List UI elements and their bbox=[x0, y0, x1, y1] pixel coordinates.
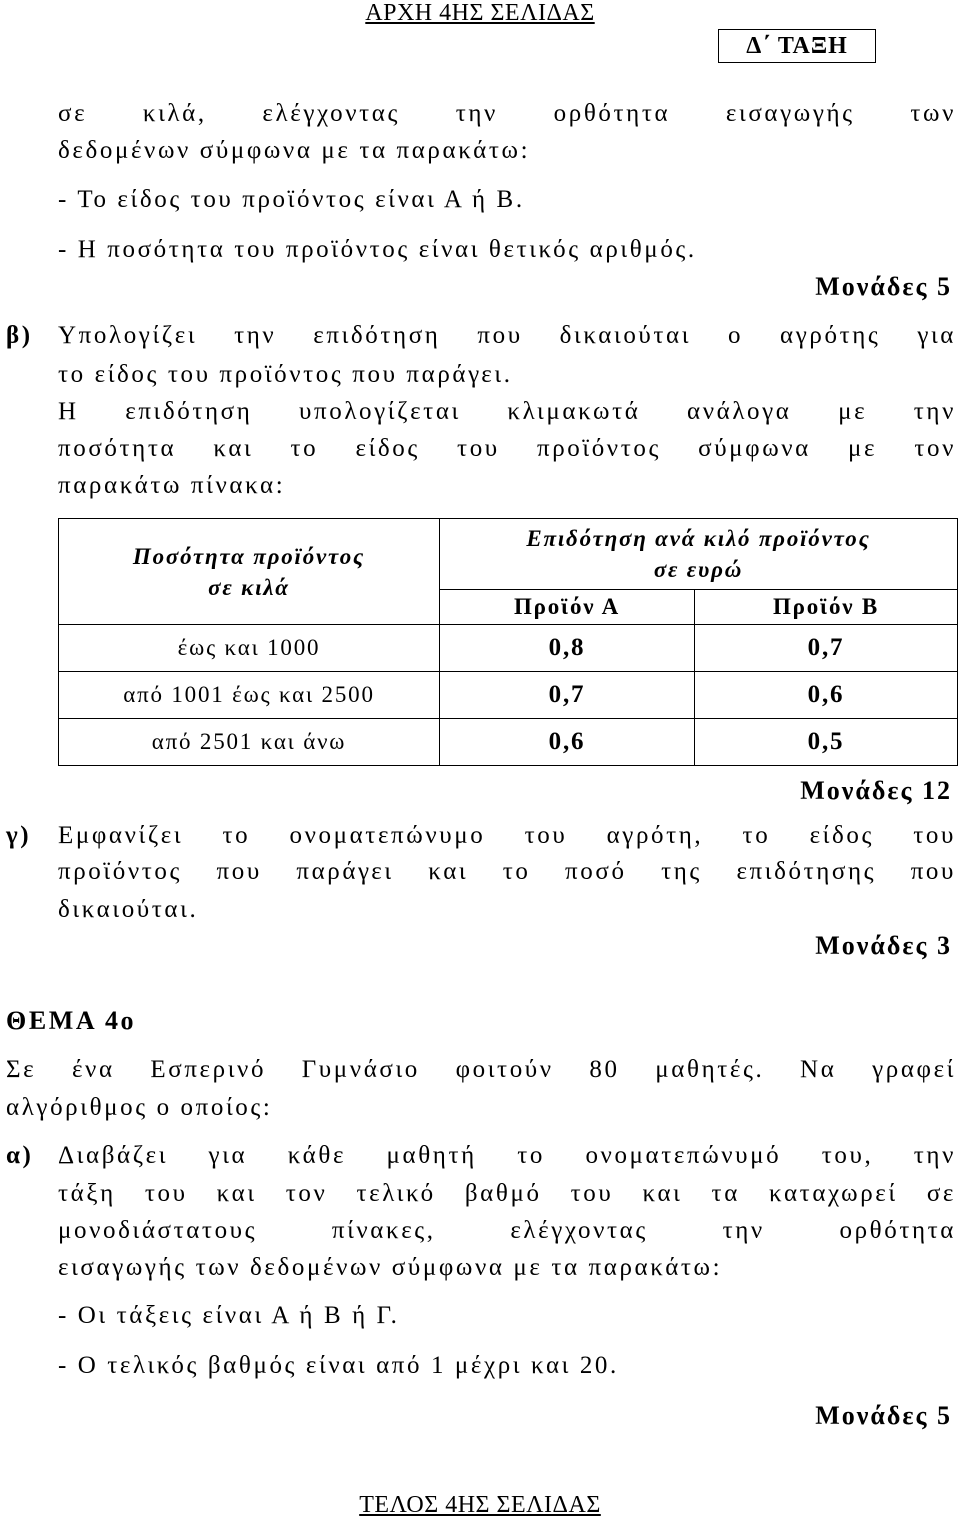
product-b-header: Προϊόν Β bbox=[695, 590, 958, 625]
product-b-value: 0,6 bbox=[695, 672, 958, 719]
section-c-line-3: δικαιούται. bbox=[58, 896, 199, 923]
topic-4-a-label: α) bbox=[6, 1142, 34, 1169]
section-b-line-3: Η επιδότηση υπολογίζεται κλιμακωτά ανάλογα με την bbox=[58, 398, 956, 425]
topic-4-intro-line-2: αλγόριθμος ο οποίος: bbox=[6, 1094, 273, 1121]
quantity-header bbox=[59, 519, 440, 625]
subsidy-header-line-1: Επιδότηση ανά κιλό προϊόντος bbox=[526, 526, 871, 551]
topic-4-a-line-1: Διαβάζει για κάθε μαθητή το ονοματεπώνυμό του, την bbox=[58, 1142, 956, 1169]
topic-4-title: ΘΕΜΑ 4ο bbox=[6, 1006, 137, 1035]
quantity-header-line-2: σε κιλά bbox=[208, 574, 290, 600]
range-cell: από 2501 και άνω bbox=[59, 719, 440, 766]
intro-bullet-1: - Το είδος του προϊόντος είναι Α ή Β. bbox=[58, 186, 525, 213]
range-cell: έως και 1000 bbox=[59, 625, 440, 672]
product-b-value: 0,5 bbox=[695, 719, 958, 766]
page-footer: ΤΕΛΟΣ 4ΗΣ ΣΕΛΙΔΑΣ bbox=[359, 1492, 601, 1518]
product-a-header: Προϊόν Α bbox=[440, 590, 695, 625]
section-c-label: γ) bbox=[6, 822, 32, 849]
section-b-line-1: Υπολογίζει την επιδότηση που δικαιούται ο αγρότης για bbox=[58, 322, 956, 349]
class-label-box: Δ΄ ΤΑΞΗ bbox=[718, 29, 876, 63]
quantity-header-line-1: Ποσότητα προϊόντος bbox=[132, 543, 366, 569]
topic-4-a-line-3: μονοδιάστατους πίνακες, ελέγχοντας την ορθότητα bbox=[58, 1217, 956, 1244]
marks-12: Μονάδες 12 bbox=[800, 776, 952, 805]
topic-4-bullet-1: - Οι τάξεις είναι Α ή Β ή Γ. bbox=[58, 1302, 400, 1329]
table-row bbox=[59, 672, 958, 719]
marks-3: Μονάδες 3 bbox=[815, 931, 952, 960]
section-b-line-4: ποσότητα και το είδος του προϊόντος σύμφωνα με τον bbox=[58, 435, 956, 462]
marks-5-a: Μονάδες 5 bbox=[815, 272, 952, 301]
table-row bbox=[59, 625, 958, 672]
intro-bullet-2: - Η ποσότητα του προϊόντος είναι θετικός αριθμός. bbox=[58, 236, 697, 263]
intro-line-1: σε κιλά, ελέγχοντας την ορθότητα εισαγωγής των bbox=[58, 100, 956, 127]
product-b-value: 0,7 bbox=[695, 625, 958, 672]
section-b-line-5: παρακάτω πίνακα: bbox=[58, 472, 286, 499]
product-a-value: 0,8 bbox=[440, 625, 695, 672]
section-c-line-2: προϊόντος που παράγει και το ποσό της επιδότησης που bbox=[58, 858, 956, 885]
topic-4-a-line-2: τάξη του και τον τελικό βαθμό του και τα καταχωρεί σε bbox=[58, 1180, 956, 1207]
page-header: ΑΡΧΗ 4ΗΣ ΣΕΛΙΔΑΣ bbox=[365, 0, 595, 26]
intro-line-2: δεδομένων σύμφωνα με τα παρακάτω: bbox=[58, 137, 531, 164]
topic-4-bullet-2: - Ο τελικός βαθμός είναι από 1 μέχρι και 20. bbox=[58, 1352, 619, 1379]
section-b-label: β) bbox=[6, 322, 33, 349]
section-c-line-1: Εμφανίζει το ονοματεπώνυμο του αγρότη, το είδος του bbox=[58, 822, 956, 849]
section-b-line-2: το είδος του προϊόντος που παράγει. bbox=[58, 361, 513, 388]
subsidy-header-line-2: σε ευρώ bbox=[653, 557, 744, 582]
product-a-value: 0,7 bbox=[440, 672, 695, 719]
subsidy-table bbox=[58, 518, 958, 766]
product-a-value: 0,6 bbox=[440, 719, 695, 766]
marks-5-topic-4: Μονάδες 5 bbox=[815, 1401, 952, 1430]
range-cell: από 1001 έως και 2500 bbox=[59, 672, 440, 719]
topic-4-intro-line-1: Σε ένα Εσπερινό Γυμνάσιο φοιτούν 80 μαθητές. Να γραφεί bbox=[6, 1056, 956, 1083]
subsidy-header bbox=[440, 519, 958, 590]
table-row bbox=[59, 719, 958, 766]
topic-4-a-line-4: εισαγωγής των δεδομένων σύμφωνα με τα παρακάτω: bbox=[58, 1254, 723, 1281]
